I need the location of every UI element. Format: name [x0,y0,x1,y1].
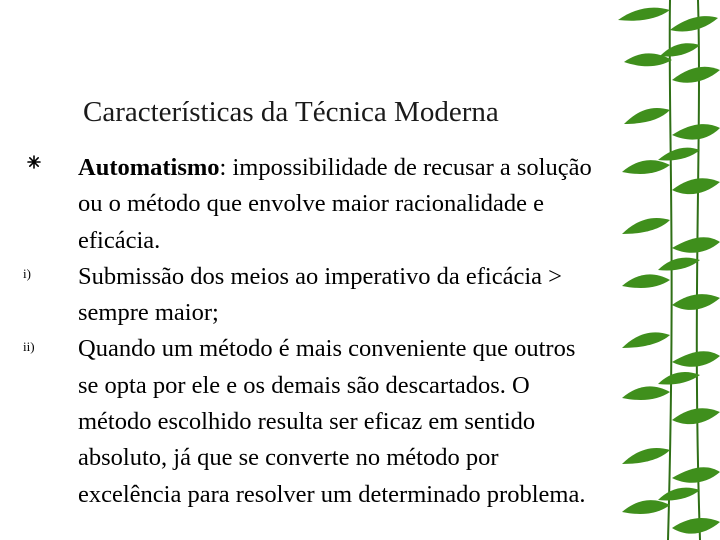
snowflake-bullet-icon [27,155,41,169]
item-text: Submissão dos meios ao imperativo da eficácia > sempre maior; [78,262,562,327]
list-item-ii [78,331,593,512]
slide-title: Características da Técnica Moderna [83,96,499,128]
item-text: Quando um método é mais conveniente que outros se opta por ele e os demais são descartados. O método escolhido resulta ser eficaz em sentido absoluto, já que se converte no método por excelência para resolver um determinado problema. [78,335,586,508]
list-item-automatismo [78,150,593,259]
bamboo-leaves-icon [610,0,720,540]
item-text: : impossibilidade de recusar a solução ou o método que envolve maior racionalidade e eficácia. [78,154,592,254]
slide-body [78,150,593,513]
item-bold-term: Automatismo [78,154,220,181]
list-marker-ii: ii) [23,339,35,354]
list-item-i [78,259,593,332]
list-marker-i: i) [23,266,31,281]
